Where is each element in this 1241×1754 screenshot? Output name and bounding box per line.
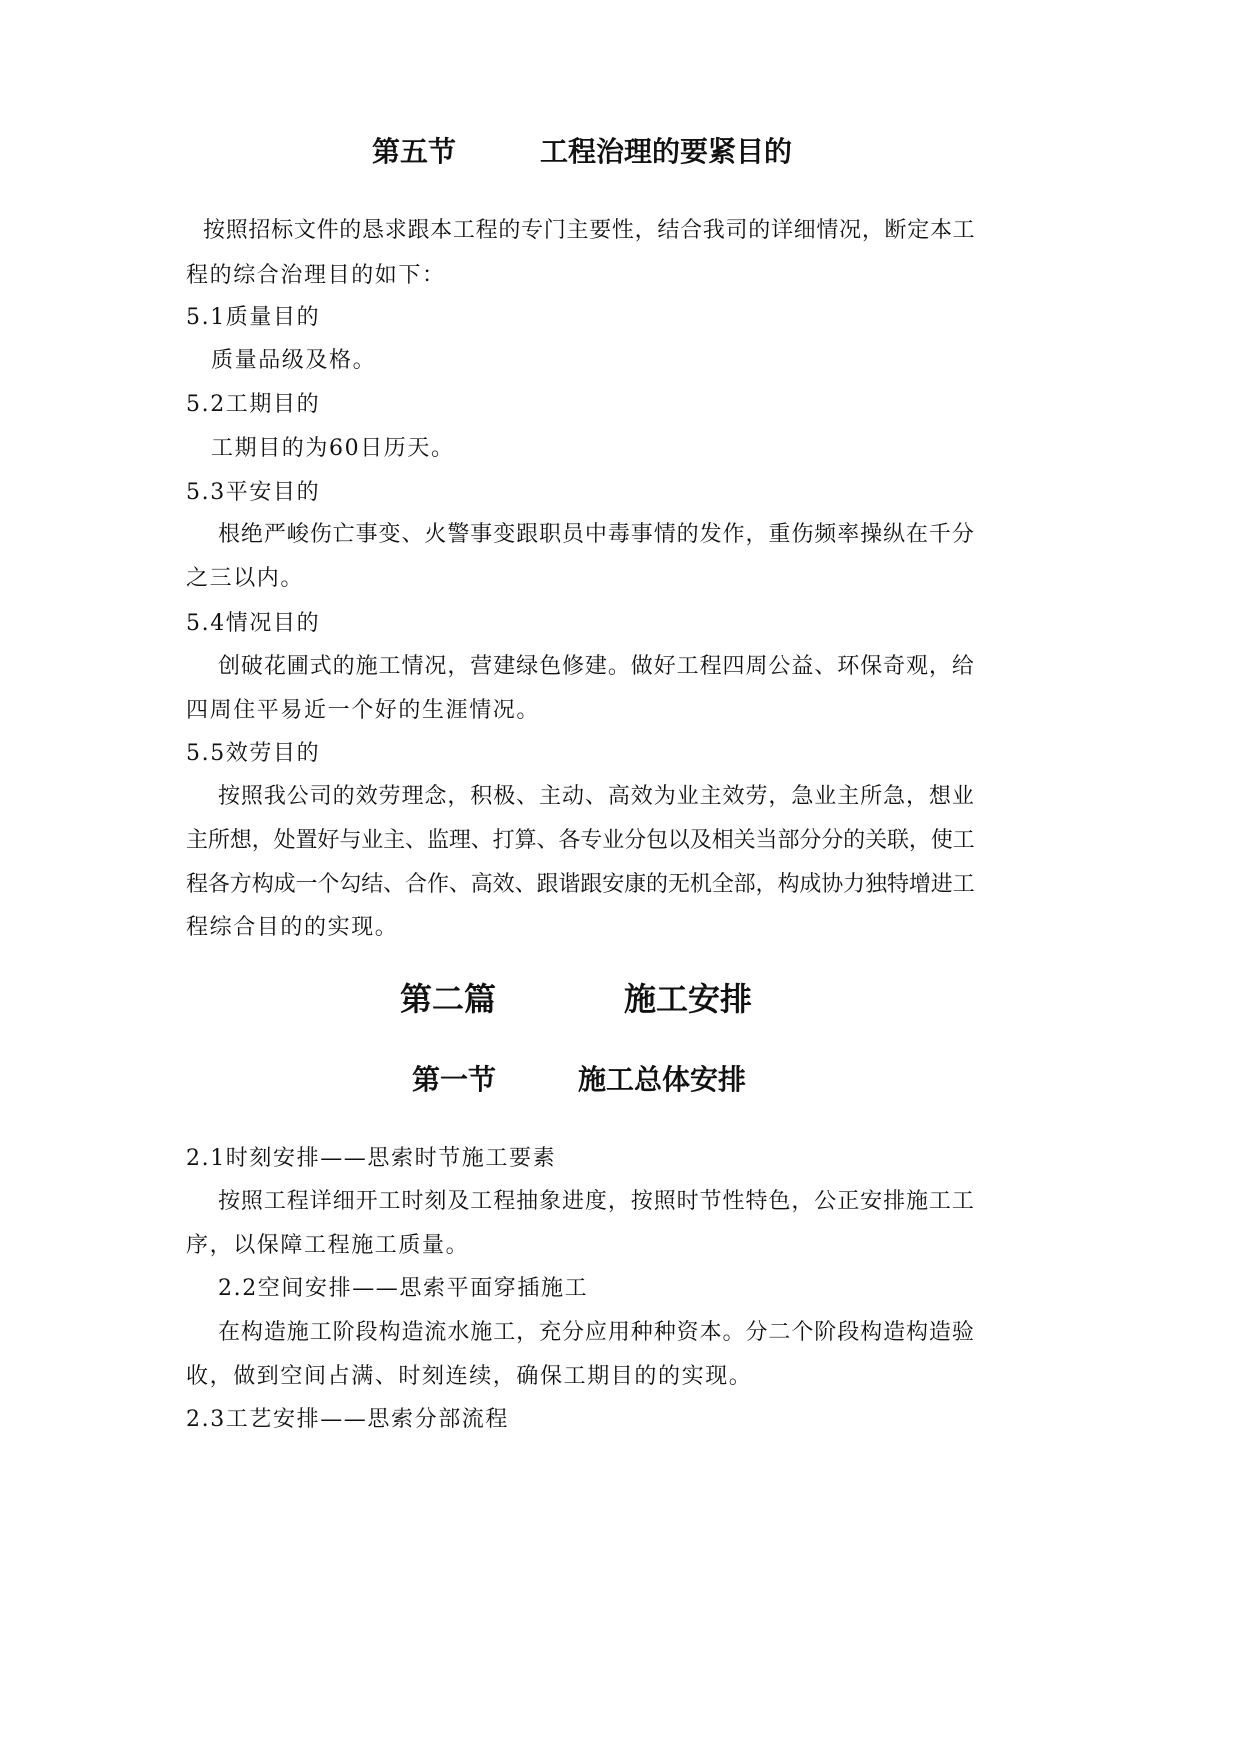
item-text-2-2-1: 在构造施工阶段构造流水施工，充分应用种种资本。分二个阶段构造构造验 <box>218 1320 975 1345</box>
section-1-label: 第一节 <box>412 1063 497 1096</box>
item-heading-2-3: 2.3工艺安排——思索分部流程 <box>186 1407 509 1432</box>
item-heading-5-4: 5.4情况目的 <box>186 611 321 636</box>
item-text-5-3-2: 之三以内。 <box>186 566 305 591</box>
item-text-5-5-2: 主所想，处置好与业主、监理、打算、各专业分包以及相关当部分分的关联，使工 <box>186 828 975 853</box>
item-text-2-2-2: 收，做到空间占满、时刻连续，确保工期目的的实现。 <box>186 1364 753 1389</box>
item-heading-5-1: 5.1质量目的 <box>186 305 321 330</box>
item-text-2-1-1: 按照工程详细开工时刻及工程抽象进度，按照时节性特色，公正安排施工工 <box>218 1189 975 1214</box>
item-text-5-4-2: 四周住平易近一个好的生涯情况。 <box>186 698 541 723</box>
section-5-label: 第五节 <box>372 135 457 168</box>
item-heading-5-3: 5.3平安目的 <box>186 480 321 505</box>
item-heading-2-1: 2.1时刻安排——思索时节施工要素 <box>186 1146 557 1171</box>
item-heading-2-2: 2.2空间安排——思索平面穿插施工 <box>218 1276 589 1301</box>
item-text-5-4-1: 创破花圃式的施工情况，营建绿色修建。做好工程四周公益、环保奇观，给 <box>218 654 975 679</box>
item-text-5-3-1: 根绝严峻伤亡事变、火警事变跟职员中毒事情的发作，重伤频率操纵在千分 <box>218 522 975 547</box>
item-heading-5-5: 5.5效劳目的 <box>186 741 321 766</box>
section-1-title: 施工总体安排 <box>578 1063 747 1096</box>
item-text-2-1-2: 序，以保障工程施工质量。 <box>186 1233 470 1258</box>
item-text-5-5-1: 按照我公司的效劳理念，积极、主动、高效为业主效劳，急业主所急，想业 <box>218 784 975 809</box>
intro-line-1: 按照招标文件的恳求跟本工程的专门主要性，结合我司的详细情况，断定本工 <box>203 218 976 243</box>
item-text-5-5-3: 程各方构成一个勾结、合作、高效、跟谐跟安康的无机全部，构成协力独特增进工 <box>186 872 975 897</box>
item-text-5-5-4: 程综合目的的实现。 <box>186 915 399 940</box>
item-heading-5-2: 5.2工期目的 <box>186 392 321 417</box>
part-2-title: 施工安排 <box>624 980 753 1018</box>
intro-line-2: 程的综合治理目的如下： <box>186 263 446 288</box>
section-5-title: 工程治理的要紧目的 <box>540 135 793 168</box>
part-2-label: 第二篇 <box>400 980 497 1018</box>
item-text-5-2-1: 工期目的为60日历天。 <box>211 436 455 461</box>
item-text-5-1-1: 质量品级及格。 <box>211 348 377 373</box>
